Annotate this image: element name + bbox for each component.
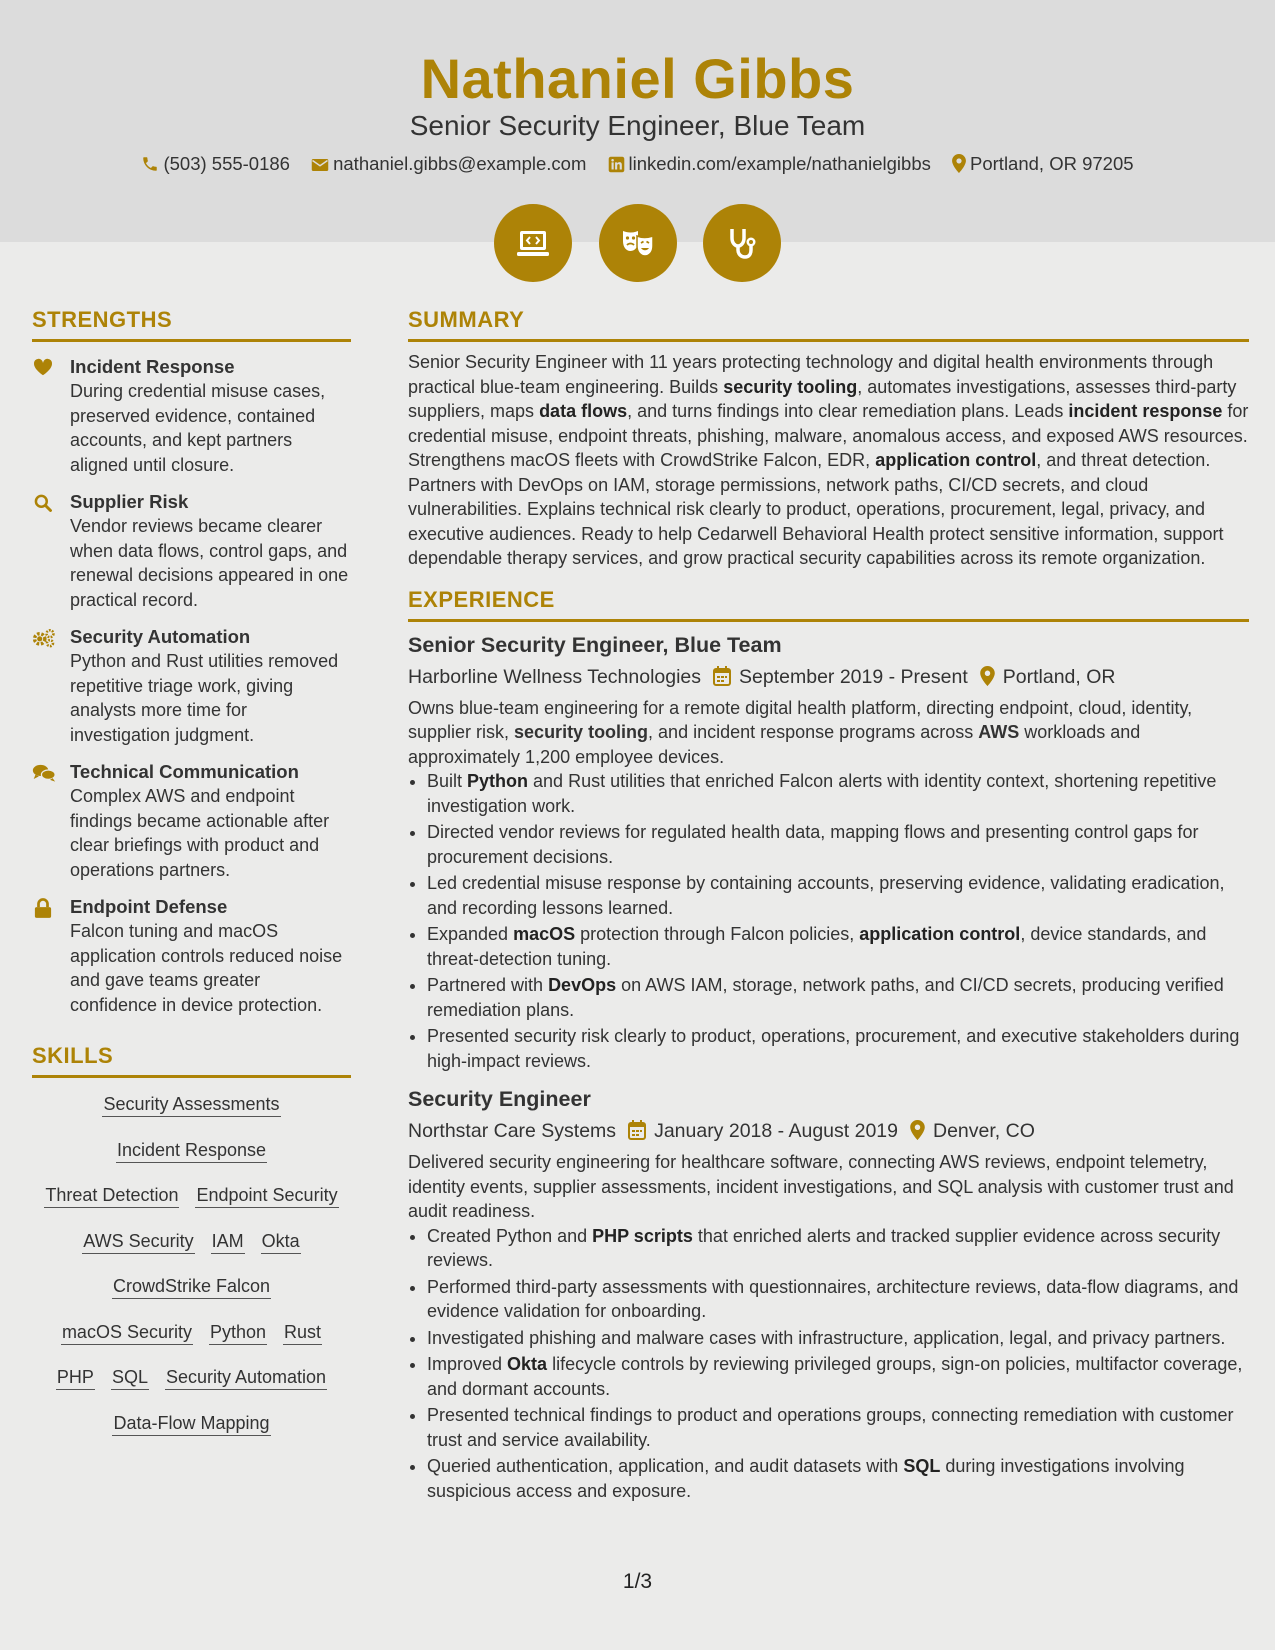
job-dates: January 2018 - August 2019: [654, 1120, 898, 1142]
contact-bar: [0, 150, 1275, 178]
calendar-icon: [628, 1120, 646, 1140]
strength-item: [32, 355, 351, 477]
strength-title: Supplier Risk: [70, 491, 189, 512]
skills-row: [32, 1320, 351, 1366]
job-bullets: [408, 1224, 1249, 1504]
skills-row: [32, 1183, 351, 1229]
map-marker-icon: [952, 154, 966, 173]
skill-tag: CrowdStrike Falcon: [112, 1274, 271, 1299]
job-title: Senior Security Engineer, Blue Team: [408, 632, 782, 657]
job-dates: September 2019 - Present: [739, 665, 968, 688]
bullet-item: • Presented security risk clearly to product, operations, procurement, and executive stakeholders during high-impact reviews.: [427, 1024, 1249, 1073]
strength-desc: Vendor reviews became clearer when data flows, control gaps, and renewal decisions appeared in one practical record.: [70, 516, 349, 610]
skill-tag: Security Automation: [165, 1365, 327, 1390]
strength-title: Security Automation: [70, 626, 251, 647]
gears-icon: [32, 628, 54, 648]
strength-title: Endpoint Defense: [70, 896, 228, 917]
bullet-item: • Created Python and PHP scripts that enriched alerts and tracked supplier evidence across security reviews.: [427, 1224, 1249, 1273]
stethoscope-icon: [703, 204, 781, 282]
skill-tag: Rust: [283, 1320, 322, 1345]
skill-tag: Security Assessments: [102, 1092, 280, 1117]
skill-tag: PHP: [56, 1365, 95, 1390]
skills-heading: SKILLS: [32, 1041, 351, 1078]
bullet-item: • Led credential misuse response by containing accounts, preserving evidence, validating eradication, and recording lessons learned.: [427, 871, 1249, 920]
job-description: Delivered security engineering for healthcare software, connecting AWS reviews, endpoint telemetry, identity events, supplier assessments, incident investigations, and SQL analysis with customer trust and audit readiness.: [408, 1152, 1234, 1221]
strength-desc: During credential misuse cases, preserved evidence, contained accounts, and kept partners aligned until closure.: [70, 381, 326, 475]
right-column: [408, 305, 1249, 1505]
skill-tag: IAM: [211, 1229, 245, 1254]
bullet-item: • Expanded macOS protection through Falcon policies, application control, device standards, and threat-detection tuning.: [427, 922, 1249, 971]
job-meta: [408, 1118, 1249, 1144]
map-marker-icon: [980, 666, 995, 686]
skill-tag: Okta: [261, 1229, 301, 1254]
job-meta: [408, 664, 1249, 690]
job-location: Portland, OR: [1002, 665, 1116, 688]
job-bullets: [408, 769, 1249, 1073]
summary-text: Senior Security Engineer with 11 years protecting technology and digital health environments through practical blue-team engineering. Builds security tooling, automates investigations, assesses third-party suppliers, maps data flows, and turns findings into clear remediation plans. Leads incident response for credential misuse, endpoint threats, phishing, malware, anomalous access, and exposed AWS resources. Strengthens macOS fleets with CrowdStrike Falcon, EDR, application control, and threat detection. Partners with DevOps on IAM, storage permissions, network paths, CI/CD secrets, and cloud vulnerabilities. Explains technical risk clearly to product, operations, procurement, legal, privacy, and executive audiences. Ready to help Cedarwell Behavioral Health protect sensitive information, support dependable therapy services, and grow practical security capabilities across its remote organization.: [408, 352, 1249, 568]
skill-tag: Endpoint Security: [195, 1183, 338, 1208]
bullet-item: • Queried authentication, application, and audit datasets with SQL during investigations involving suspicious access and exposure.: [427, 1454, 1249, 1503]
theater-masks-icon: [599, 204, 677, 282]
bullet-item: • Presented technical findings to product and operations groups, connecting remediation with customer trust and service availability.: [427, 1403, 1249, 1452]
skill-tag: Data-Flow Mapping: [112, 1411, 270, 1436]
contact-location: Portland, OR 97205: [952, 150, 1134, 178]
skills-row: [32, 1092, 351, 1138]
strength-item: [32, 760, 351, 882]
experience-heading: EXPERIENCE: [408, 585, 1249, 622]
skill-tag: macOS Security: [61, 1320, 193, 1345]
job-description: Owns blue-team engineering for a remote digital health platform, directing endpoint, cloud, identity, supplier risk, security tooling, and incident response programs across AWS workloads and approximately 1,200 employee devices.: [408, 697, 1193, 767]
job-entry: [408, 631, 1249, 1074]
skills-row: [32, 1138, 351, 1184]
job-location: Denver, CO: [933, 1120, 1035, 1142]
strength-desc: Complex AWS and endpoint findings became actionable after clear briefings with product and operations partners.: [70, 786, 330, 880]
skills-row: [32, 1411, 351, 1457]
bullet-item: • Partnered with DevOps on AWS IAM, storage, network paths, and CI/CD secrets, producing verified remediation plans.: [427, 973, 1249, 1022]
strength-item: [32, 625, 351, 747]
envelope-icon: [311, 157, 329, 173]
skills-row: [32, 1229, 351, 1275]
summary-heading: SUMMARY: [408, 305, 1249, 342]
contact-phone[interactable]: (503) 555-0186: [141, 150, 290, 178]
strength-desc: Python and Rust utilities removed repetitive triage work, giving analysts more time for investigation judgment.: [70, 651, 339, 745]
skill-tag: Incident Response: [116, 1138, 267, 1163]
heart-icon: [32, 358, 54, 378]
phone-icon: [141, 155, 159, 173]
laptop-code-icon: [494, 204, 572, 282]
comments-icon: [32, 763, 54, 783]
left-column: [32, 305, 351, 1456]
bullet-item: • Directed vendor reviews for regulated health data, mapping flows and presenting control gaps for procurement decisions.: [427, 820, 1249, 869]
job-company: Northstar Care Systems: [408, 1120, 617, 1142]
interest-icons: [0, 204, 1275, 282]
strength-title: Incident Response: [70, 356, 235, 377]
skills-row: [32, 1365, 351, 1411]
bullet-item: • Performed third-party assessments with questionnaires, architecture reviews, data-flow diagrams, and evidence validation for onboarding.: [427, 1275, 1249, 1324]
map-marker-icon: [910, 1120, 925, 1140]
skill-tag: Threat Detection: [44, 1183, 179, 1208]
linkedin-icon: [608, 156, 625, 173]
candidate-name: Nathaniel Gibbs: [420, 47, 855, 110]
skills-list: [32, 1092, 351, 1456]
candidate-title: Senior Security Engineer, Blue Team: [409, 110, 866, 141]
strength-item: [32, 490, 351, 612]
calendar-icon: [713, 666, 731, 686]
skill-tag: SQL: [111, 1365, 149, 1390]
job-title: Security Engineer: [408, 1087, 591, 1111]
strength-desc: Falcon tuning and macOS application controls reduced noise and gave teams greater confidence in device protection.: [70, 921, 343, 1015]
job-entry: [408, 1085, 1249, 1503]
strength-title: Technical Communication: [70, 761, 299, 782]
contact-email[interactable]: nathaniel.gibbs@example.com: [311, 150, 586, 178]
skills-row: [32, 1274, 351, 1320]
bullet-item: • Improved Okta lifecycle controls by reviewing privileged groups, sign-on policies, multifactor coverage, and dormant accounts.: [427, 1352, 1249, 1401]
search-icon: [32, 493, 54, 513]
strengths-heading: STRENGTHS: [32, 305, 351, 342]
skill-tag: AWS Security: [82, 1229, 194, 1254]
page-number: 1/3: [622, 1570, 653, 1593]
job-company: Harborline Wellness Technologies: [408, 665, 702, 688]
bullet-item: • Investigated phishing and malware cases with infrastructure, application, legal, and privacy partners.: [427, 1326, 1249, 1351]
bullet-item: • Built Python and Rust utilities that enriched Falcon alerts with identity context, shortening repetitive investigation work.: [427, 769, 1249, 818]
contact-linkedin[interactable]: linkedin.com/example/nathanielgibbs: [608, 150, 931, 178]
skill-tag: Python: [209, 1320, 267, 1345]
strength-item: [32, 895, 351, 1017]
lock-icon: [32, 898, 54, 918]
